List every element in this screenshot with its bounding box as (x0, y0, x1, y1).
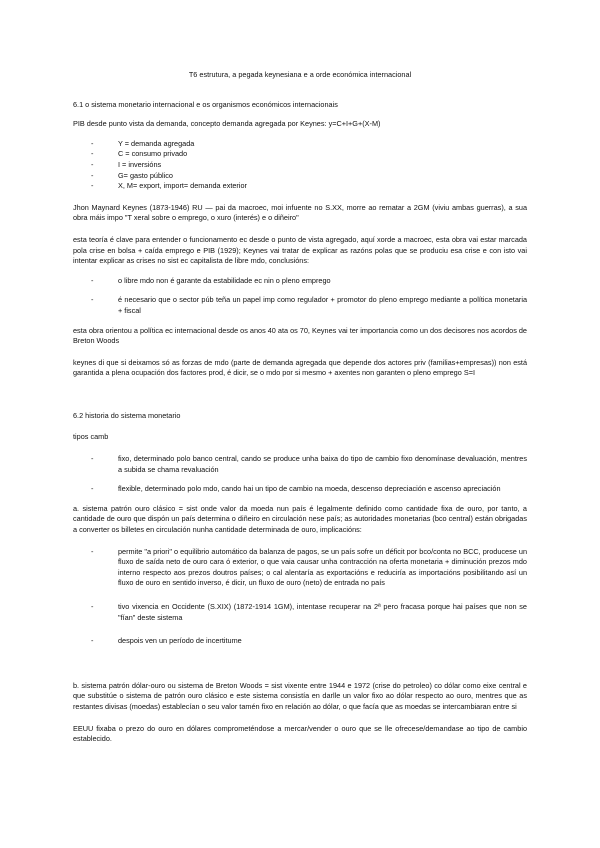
paragraph-gold-standard: a. sistema patrón ouro clásico = sist onde valor da moeda nun país é legalmente definido como cantidade fixa de ouro, por tanto, a cantidade de ouro que dispón un país determina o diñeiro en circulación nese país; as autoridades monetarias (bco central) están obrigadas a converter os billetes en circulación nunha cantidade determinada de ouro, implicacións: (73, 503, 527, 535)
paragraph-keynes-bio: Jhon Maynard Keynes (1873-1946) RU — pai da macroec, moi infuente no S.XX, morre ao rematar a 2GM (viviu ambas guerras), a sua obra máis impo "T xeral sobre o emprego, o xuro (interés) e o diñeiro" (73, 202, 527, 223)
conclusions-list (73, 276, 527, 317)
paragraph-tipos-label: tipos camb (73, 432, 109, 442)
paragraph-pib-intro: PIB desde punto vista da demanda, concepto demanda agregada por Keynes: y=C+I+G+(X-M) (73, 119, 381, 129)
list-item: - X, M= export, import= demanda exterior (73, 181, 527, 192)
components-list (73, 139, 527, 192)
list-item: - tivo vixencia en Occidente (S.XIX) (1872-1914 1GM), intentase recuperar na 2ª pero fracasa porque hai países que non se "fían" deste sistema (73, 602, 527, 623)
list-item: - G= gasto público (73, 171, 527, 182)
section-heading-6-2: 6.2 historia do sistema monetario (73, 410, 181, 420)
list-item: - fixo, determinado polo banco central, cando se produce unha baixa do tipo de cambio fixo denomínase devaluación, mentres a subida se chama revaluación (73, 454, 527, 475)
gold-implications-list (73, 547, 527, 647)
list-item: - C = consumo privado (73, 149, 527, 160)
paragraph-theory: esta teoría é clave para entender o funcionamento ec desde o punto de vista agregado, aquí xorde a macroec, esta obra vai estar marcada pola crise en bolsa + caída emprego e PIB (1929); Keynes vai tratar de explicar as razóns polas que se produciu esa crise e con isto vai intentar explicar as crises no sist ec capitalista de libre mdo, conclusións: (73, 234, 527, 266)
paragraph-influence: esta obra orientou a política ec internacional desde os anos 40 ata os 70, Keynes vai ter importancia como un dos decisores nos acordos de Breton Woods (73, 325, 527, 346)
list-item: - Y = demanda agregada (73, 139, 527, 150)
list-item: - o libre mdo non é garante da estabilidade ec nin o pleno emprego (73, 276, 527, 287)
list-item: - despois ven un período de incertitume (73, 636, 527, 647)
exchange-types-list (73, 454, 527, 495)
list-item: - permite "a priori" o equilibrio automático da balanza de pagos, se un país sofre un déficit por bco/conta no BCC, producese un fluxo de saída neto de ouro cara ó exterior, o que vaia causar unha contracción na oferta monetaria + diminución prezos mdo interno respecto aos prezos doutros países; o cal alentaría as exportacións e reduciría as importacións posibilitando así un fluxo de ouro en sentido inverso, é dicir, un fluxo de ouro (neto) de entrada no país (73, 547, 527, 589)
paragraph-market-forces: keynes di que si deixamos só as forzas de mdo (parte de demanda agregada que depende dos actores priv (familias+empresas)) non está garantida a plena ocupación dos factores prod, é dicir, se o mdo por si mesmo + axentes non garanten o pleno emprego S=I (73, 357, 527, 378)
paragraph-eeuu: EEUU fixaba o prezo do ouro en dólares comprometéndose a mercar/vender o ouro que se lle ofrecese/demandase ao tipo de cambio establecido. (73, 723, 527, 744)
paragraph-bretton-woods: b. sistema patrón dólar-ouro ou sistema de Breton Woods = sist vixente entre 1944 e 1972 (crise do petroleo) co dólar como eixe central e que substitúe o sistema de patrón ouro clásico e este sistema consistía en darlle un valor fixo ao dólar respecto ao ouro, mentres que as restantes divisas (moedas) establecían o seu valor tamén fixo en relación ao dólar, o que facía que as moedas se intercambiaran entre si (73, 680, 527, 711)
list-item: - é necesario que o sector púb teña un papel imp como regulador + promotor do pleno emprego mediante a política monetaria + fiscal (73, 295, 527, 316)
list-item: - flexible, determinado polo mdo, cando hai un tipo de cambio na moeda, descenso depreciación e ascenso apreciación (73, 484, 527, 495)
list-item: - I = inversións (73, 160, 527, 171)
section-heading-6-1: 6.1 o sistema monetario internacional e os organismos económicos internacionais (73, 99, 338, 109)
document-title: T6 estrutura, a pegada keynesiana e a orde económica internacional (188, 70, 412, 79)
